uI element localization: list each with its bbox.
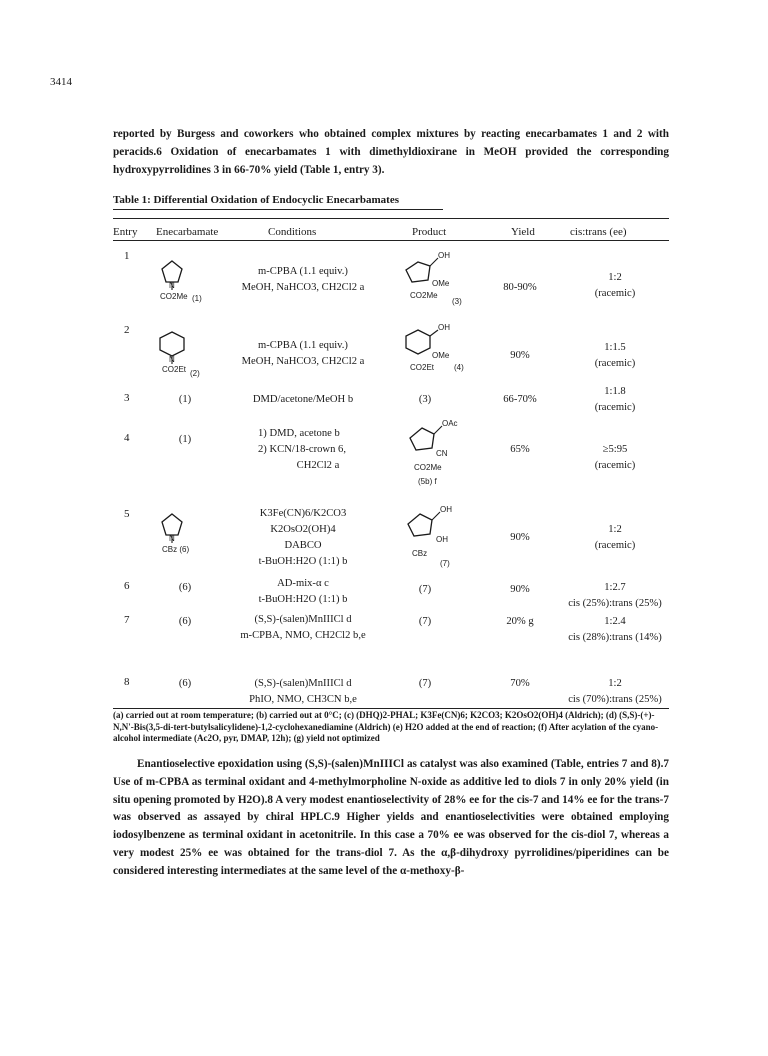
row6-enecarbamate: (6): [178, 582, 192, 593]
row3-yield: 66-70%: [503, 394, 537, 405]
row5-entry: 5: [124, 508, 130, 520]
row5-yield: 90%: [510, 532, 530, 543]
svg-text:(1): (1): [192, 294, 202, 303]
paragraph-intro: reported by Burgess and coworkers who obtained complex mixtures by reacting enecarbamates 1 and 2 with peracids.6 Oxidation of enecarbamates 1 with dimethyldioxirane in MeOH provided the corresponding hydroxypyrrolidines 3 in 66-70% yield (Table 1, entry 3).: [113, 128, 669, 176]
row6-ratio-note: cis (25%):trans (25%): [568, 598, 662, 609]
row3-condition-1: DMD/acetone/MeOH b: [252, 394, 354, 405]
row3-ratio: 1:1.8: [604, 386, 626, 397]
svg-text:(5b) f: (5b) f: [418, 477, 437, 486]
table-title-underline: [113, 209, 443, 210]
row5-condition-2: K2OsO2(OH)4: [270, 524, 336, 535]
svg-text:OH: OH: [440, 505, 452, 514]
svg-text:(3): (3): [452, 297, 462, 306]
row7-ratio: 1:2.4: [604, 616, 626, 627]
row8-condition-2: PhIO, NMO, CH3CN b,e: [249, 694, 357, 705]
svg-text:OAc: OAc: [442, 419, 458, 428]
table-footnote: (a) carried out at room temperature; (b) carried out at 0°C; (c) (DHQ)2-PHAL; K3Fe(CN)6; K2CO3; K2OsO2(OH)4 (Aldrich); (d) (S,S)-(+)-N,N'-Bis(3,5-di-tert-butylsalicylidene)-1,2-cyclohexanediamine (Aldrich) (e) H2O added at the end of reaction; (f) After acylation of the cyano-alcohol intermediate (Ac2O, pyr, DMAP, 12h); (g) yield not optimized: [113, 710, 659, 743]
row5-ratio: 1:2: [608, 524, 622, 535]
row7-yield: 20% g: [506, 616, 534, 627]
row4-condition-1: 1) DMD, acetone b: [258, 428, 340, 439]
row2-yield: 90%: [510, 350, 530, 361]
svg-text:OMe: OMe: [432, 279, 450, 288]
enecarbamate-6-structure: [150, 508, 220, 563]
svg-text:N: N: [169, 355, 175, 364]
row6-entry: 6: [124, 580, 130, 592]
svg-text:CO2Me: CO2Me: [410, 291, 438, 300]
page-number: 3414: [50, 76, 72, 88]
header-enecarbamate: Enecarbamate: [156, 226, 219, 238]
header-conditions: Conditions: [268, 226, 317, 238]
header-cis-trans: cis:trans (ee): [570, 226, 627, 238]
row6-yield: 90%: [510, 584, 530, 595]
svg-text:N: N: [169, 281, 175, 290]
row2-condition-2: MeOH, NaHCO3, CH2Cl2 a: [241, 356, 365, 367]
row5-ratio-note: (racemic): [594, 540, 636, 551]
row3-entry: 3: [124, 392, 130, 404]
row8-condition-1: (S,S)-(salen)MnIIICl d: [254, 678, 352, 689]
table-header-rule: [113, 240, 669, 241]
product-4-structure: [398, 322, 478, 387]
row6-product: (7): [418, 584, 432, 595]
svg-text:CO2Me: CO2Me: [160, 292, 188, 301]
product-3-structure: [398, 252, 478, 317]
row5-condition-1: K3Fe(CN)6/K2CO3: [259, 508, 347, 519]
row8-enecarbamate: (6): [178, 678, 192, 689]
table-title: Table 1: Differential Oxidation of Endocyclic Enecarbamates: [113, 194, 399, 206]
row3-ratio-note: (racemic): [594, 402, 636, 413]
svg-text:OH: OH: [438, 251, 450, 260]
table-top-rule: [113, 218, 669, 219]
row1-ratio-note: (racemic): [594, 288, 636, 299]
svg-text:(4): (4): [454, 363, 464, 372]
product-7-structure: [400, 504, 480, 579]
svg-text:OMe: OMe: [432, 351, 450, 360]
product-5b-structure: [402, 418, 482, 493]
table-bottom-rule: [113, 708, 669, 709]
row8-yield: 70%: [510, 678, 530, 689]
row2-condition-1: m-CPBA (1.1 equiv.): [258, 340, 348, 351]
svg-text:CO2Me: CO2Me: [414, 463, 442, 472]
row7-condition-1: (S,S)-(salen)MnIIICl d: [254, 614, 352, 625]
row5-condition-4: t-BuOH:H2O (1:1) b: [258, 556, 348, 567]
row4-yield: 65%: [510, 444, 530, 455]
row4-entry: 4: [124, 432, 130, 444]
svg-text:CBz: CBz: [412, 549, 428, 558]
row7-product: (7): [418, 616, 432, 627]
row8-product: (7): [418, 678, 432, 689]
header-entry: Entry: [113, 226, 138, 238]
row1-ratio: 1:2: [608, 272, 622, 283]
svg-text:CN: CN: [436, 449, 448, 458]
svg-text:CO2Et: CO2Et: [162, 365, 187, 374]
row1-condition-2: MeOH, NaHCO3, CH2Cl2 a: [241, 282, 365, 293]
row4-ratio: ≥5:95: [602, 444, 628, 455]
svg-text:CO2Et: CO2Et: [410, 363, 435, 372]
svg-text:(7): (7): [440, 559, 450, 568]
svg-text:OH: OH: [438, 323, 450, 332]
header-product: Product: [412, 226, 447, 238]
header-yield: Yield: [511, 226, 535, 238]
enecarbamate-1-structure: [150, 255, 220, 320]
row8-ratio: 1:2: [608, 678, 622, 689]
row4-condition-2: 2) KCN/18-crown 6,: [258, 444, 346, 455]
row1-entry: 1: [124, 250, 130, 262]
row7-enecarbamate: (6): [178, 616, 192, 627]
row1-condition-1: m-CPBA (1.1 equiv.): [258, 266, 348, 277]
row4-enecarbamate: (1): [178, 434, 192, 445]
svg-text:N: N: [169, 534, 175, 543]
row1-yield: 80-90%: [503, 282, 537, 293]
row2-ratio: 1:1.5: [604, 342, 626, 353]
row8-ratio-note: cis (70%):trans (25%): [568, 694, 662, 705]
row6-condition-2: t-BuOH:H2O (1:1) b: [258, 594, 348, 605]
svg-text:(2): (2): [190, 369, 200, 378]
row7-condition-2: m-CPBA, NMO, CH2Cl2 b,e: [240, 630, 366, 641]
row2-ratio-note: (racemic): [594, 358, 636, 369]
row3-product: (3): [418, 394, 432, 405]
row4-condition-3: CH2Cl2 a: [296, 460, 340, 471]
row6-ratio: 1:2.7: [604, 582, 626, 593]
row8-entry: 8: [124, 676, 130, 688]
row2-entry: 2: [124, 324, 130, 336]
row4-ratio-note: (racemic): [594, 460, 636, 471]
row5-condition-3: DABCO: [284, 540, 322, 551]
row6-condition-1: AD-mix-α c: [277, 578, 329, 589]
svg-text:CBz (6): CBz (6): [162, 545, 190, 554]
enecarbamate-2-structure: [150, 328, 220, 393]
svg-text:OH: OH: [436, 535, 448, 544]
paragraph-body: Enantioselective epoxidation using (S,S)-(salen)MnIIICl as catalyst was also examined (Table, entries 7 and 8).7 Use of m-CPBA as terminal oxidant and 4-methylmorpholine N-oxide as additive led to diols 7 in only 20% yield (in situ opening promoted by H2O).8 A very modest enantioselectivity of 28% ee for the cis-7 and 14% ee for the trans-7 was observed as assayed by chiral HPLC.9 Higher yields and enantioselectivities were obtained employing iodosylbenzene as terminal oxidant in acetonitrile. In this case a 70% ee was observed for the cis-diol 7, whereas a very modest 25% ee was obtained for the trans-diol 7. As the α,β-dihydroxy pyrrolidines/piperidines can be considered interesting intermediates at the same level of the α-methoxy-β-: [113, 758, 669, 877]
row7-ratio-note: cis (28%):trans (14%): [568, 632, 662, 643]
row7-entry: 7: [124, 614, 130, 626]
row3-enecarbamate: (1): [178, 394, 192, 405]
